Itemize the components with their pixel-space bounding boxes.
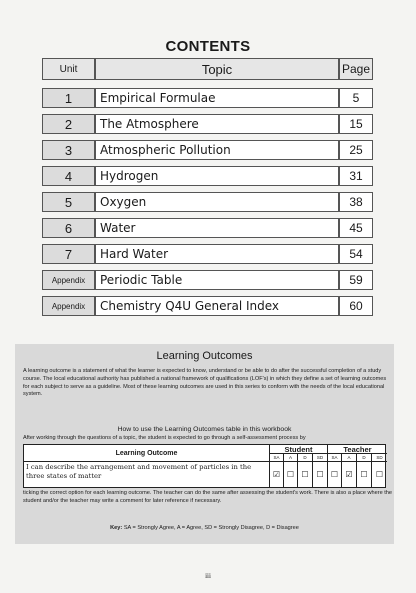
contents-row [42,192,373,212]
after-table-text: ticking the correct option for each learning outcome. The teacher can do the same after assessing the student's work. There is also a place where the student and/or the teacher may write a comment for later reference if necessary. [23,490,393,504]
topic-title: Chemistry Q4U General Index [95,296,339,316]
contents-row [42,166,373,186]
how-to-use-heading: How to use the Learning Outcomes table in this workbook [117,426,292,433]
contents-row [42,114,373,134]
student-a-checkbox[interactable]: ☐ [284,462,298,487]
page-number: 45 [339,218,373,238]
unit-number: 5 [42,192,95,212]
unit-number: 4 [42,166,95,186]
teacher-scale-sa: SA [328,454,342,462]
teacher-scale-d: D [357,454,372,462]
teacher-scale-a: A [342,454,357,462]
unit-number: Appendix [42,270,95,290]
contents-header-row [42,58,373,80]
page-number: 31 [339,166,373,186]
teacher-group-header: Teacher [328,445,387,454]
page-number: 25 [339,140,373,160]
page-number: 5 [339,88,373,108]
topic-title: The Atmosphere [95,114,339,134]
student-group-header: Student [270,445,328,454]
teacher-scale-sd: SD [372,454,387,462]
key-text: SA = Strongly Agree, A = Agree, SD = Strongly Disagree, D = Disagree [123,525,299,531]
page-number: 15 [339,114,373,134]
unit-number: 2 [42,114,95,134]
teacher-sd-checkbox[interactable]: ☐ [375,470,384,479]
page-header: Page [339,58,373,80]
unit-number: 1 [42,88,95,108]
page-number: 59 [339,270,373,290]
learning-outcomes-panel [15,344,394,544]
student-sd-checkbox[interactable]: ☐ [313,462,328,487]
teacher-d-checkbox[interactable]: ☐ [357,462,372,487]
topic-title: Oxygen [95,192,339,212]
page-number: 54 [339,244,373,264]
teacher-sa-checkbox[interactable]: ☐ [328,462,342,487]
outcome-column-header: Learning Outcome [24,445,270,462]
page-folio: iii [205,572,211,580]
topic-title: Atmospheric Pollution [95,140,339,160]
topic-header: Topic [95,58,339,80]
how-to-use-intro: After working through the questions of a topic, the student is expected to go through a self-assessment process by [23,435,306,441]
student-d-checkbox[interactable]: ☐ [298,462,313,487]
contents-row [42,296,373,316]
topic-title: Empirical Formulae [95,88,339,108]
unit-number: Appendix [42,296,95,316]
topic-title: Hydrogen [95,166,339,186]
outcome-statement: I can describe the arrangement and movement of particles in the three states of matter [24,462,270,487]
student-scale-sd: SD [313,454,328,462]
contents-row [42,88,373,108]
unit-number: 3 [42,140,95,160]
contents-row [42,218,373,238]
contents-row [42,244,373,264]
teacher-a-checkbox[interactable]: ☑ [342,462,357,487]
contents-row [42,140,373,160]
page-number: 38 [339,192,373,212]
key-legend [15,525,394,531]
student-scale-d: D [298,454,313,462]
unit-number: 7 [42,244,95,264]
contents-title: CONTENTS [165,38,251,55]
unit-number: 6 [42,218,95,238]
key-label: Key: [110,525,123,531]
student-scale-sa: SA [270,454,284,462]
topic-title: Water [95,218,339,238]
student-sa-checkbox[interactable]: ☑ [270,462,284,487]
page-number: 60 [339,296,373,316]
topic-title: Periodic Table [95,270,339,290]
outcome-table [23,444,386,488]
topic-title: Hard Water [95,244,339,264]
unit-header: Unit [42,58,95,80]
learning-outcomes-title: Learning Outcomes [156,350,253,362]
contents-row [42,270,373,290]
learning-outcomes-description: A learning outcome is a statement of what the learner is expected to know, understand or be able to do after the successful completion of a study course. The local educational authority has published a national framework of qualifications (LOF's) in which they define a set of learning outcomes for each subject to serve as a guideline. Most of these learning outcomes are used in this series to conform with the needs of the local educational system. [23,368,387,398]
student-scale-a: A [284,454,298,462]
